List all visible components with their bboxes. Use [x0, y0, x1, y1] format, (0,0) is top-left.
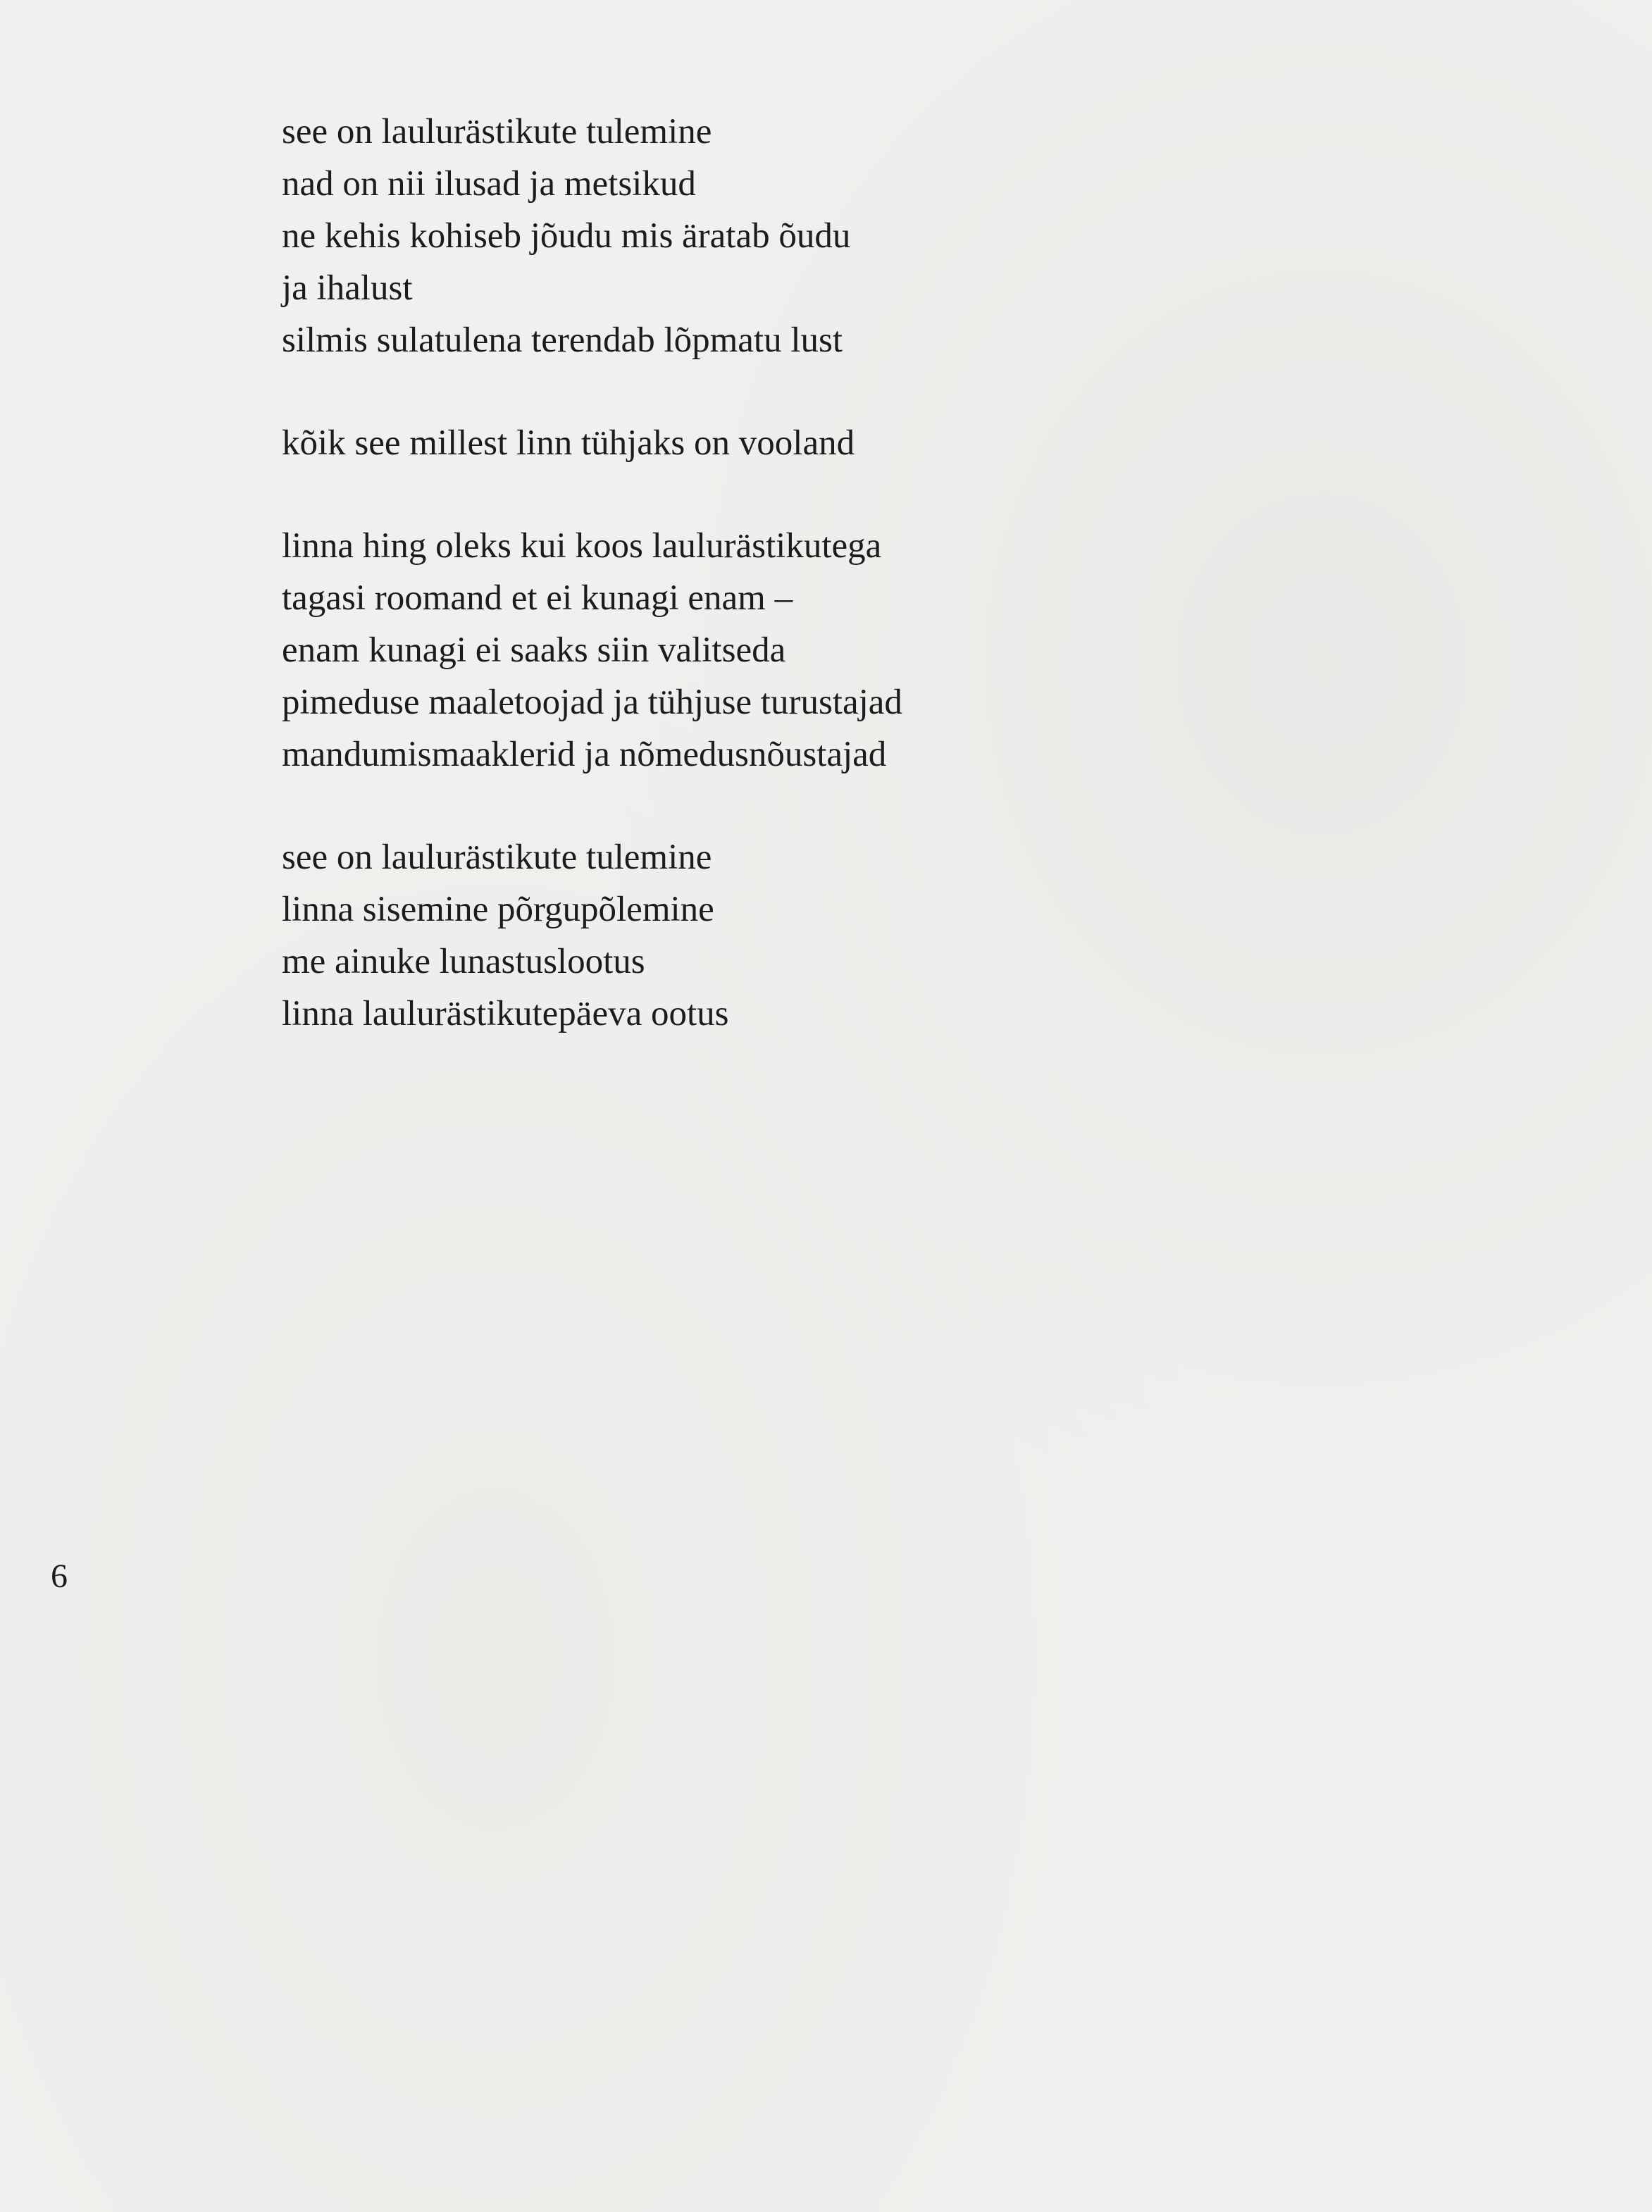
- poem-line: see on laulurästikute tulemine: [282, 838, 712, 877]
- poem-line: linna laulurästikutepäeva ootus: [282, 994, 729, 1033]
- poem-line: ne kehis kohiseb jõudu mis äratab õudu: [282, 216, 851, 256]
- poem-line: linna hing oleks kui koos laulurästikutega: [282, 526, 882, 566]
- stanza-4: [282, 831, 1268, 1040]
- poem-line: linna sisemine põrgupõlemine: [282, 890, 714, 929]
- poem-line: tagasi roomand et ei kunagi enam –: [282, 578, 793, 618]
- poem-line: silmis sulatulena terendab lõpmatu lust: [282, 321, 843, 360]
- poem-line: mandumismaaklerid ja nõmedusnõustajad: [282, 735, 887, 774]
- page-number: 6: [51, 1558, 68, 1595]
- poem-line: see on laulurästikute tulemine: [282, 112, 712, 151]
- poem-line: ja ihalust: [282, 268, 413, 308]
- poem-line: me ainuke lunastuslootus: [282, 942, 645, 981]
- poem-line: enam kunagi ei saaks siin valitseda: [282, 630, 786, 670]
- stanza-2: [282, 417, 1268, 469]
- poem-line: kõik see millest linn tühjaks on vooland: [282, 423, 855, 463]
- stanza-3: [282, 520, 1268, 781]
- poem-line: nad on nii ilusad ja metsikud: [282, 164, 696, 204]
- poem-line: pimeduse maaletoojad ja tühjuse turustajad: [282, 683, 902, 722]
- poem-body: [282, 106, 1268, 1091]
- stanza-1: [282, 106, 1268, 366]
